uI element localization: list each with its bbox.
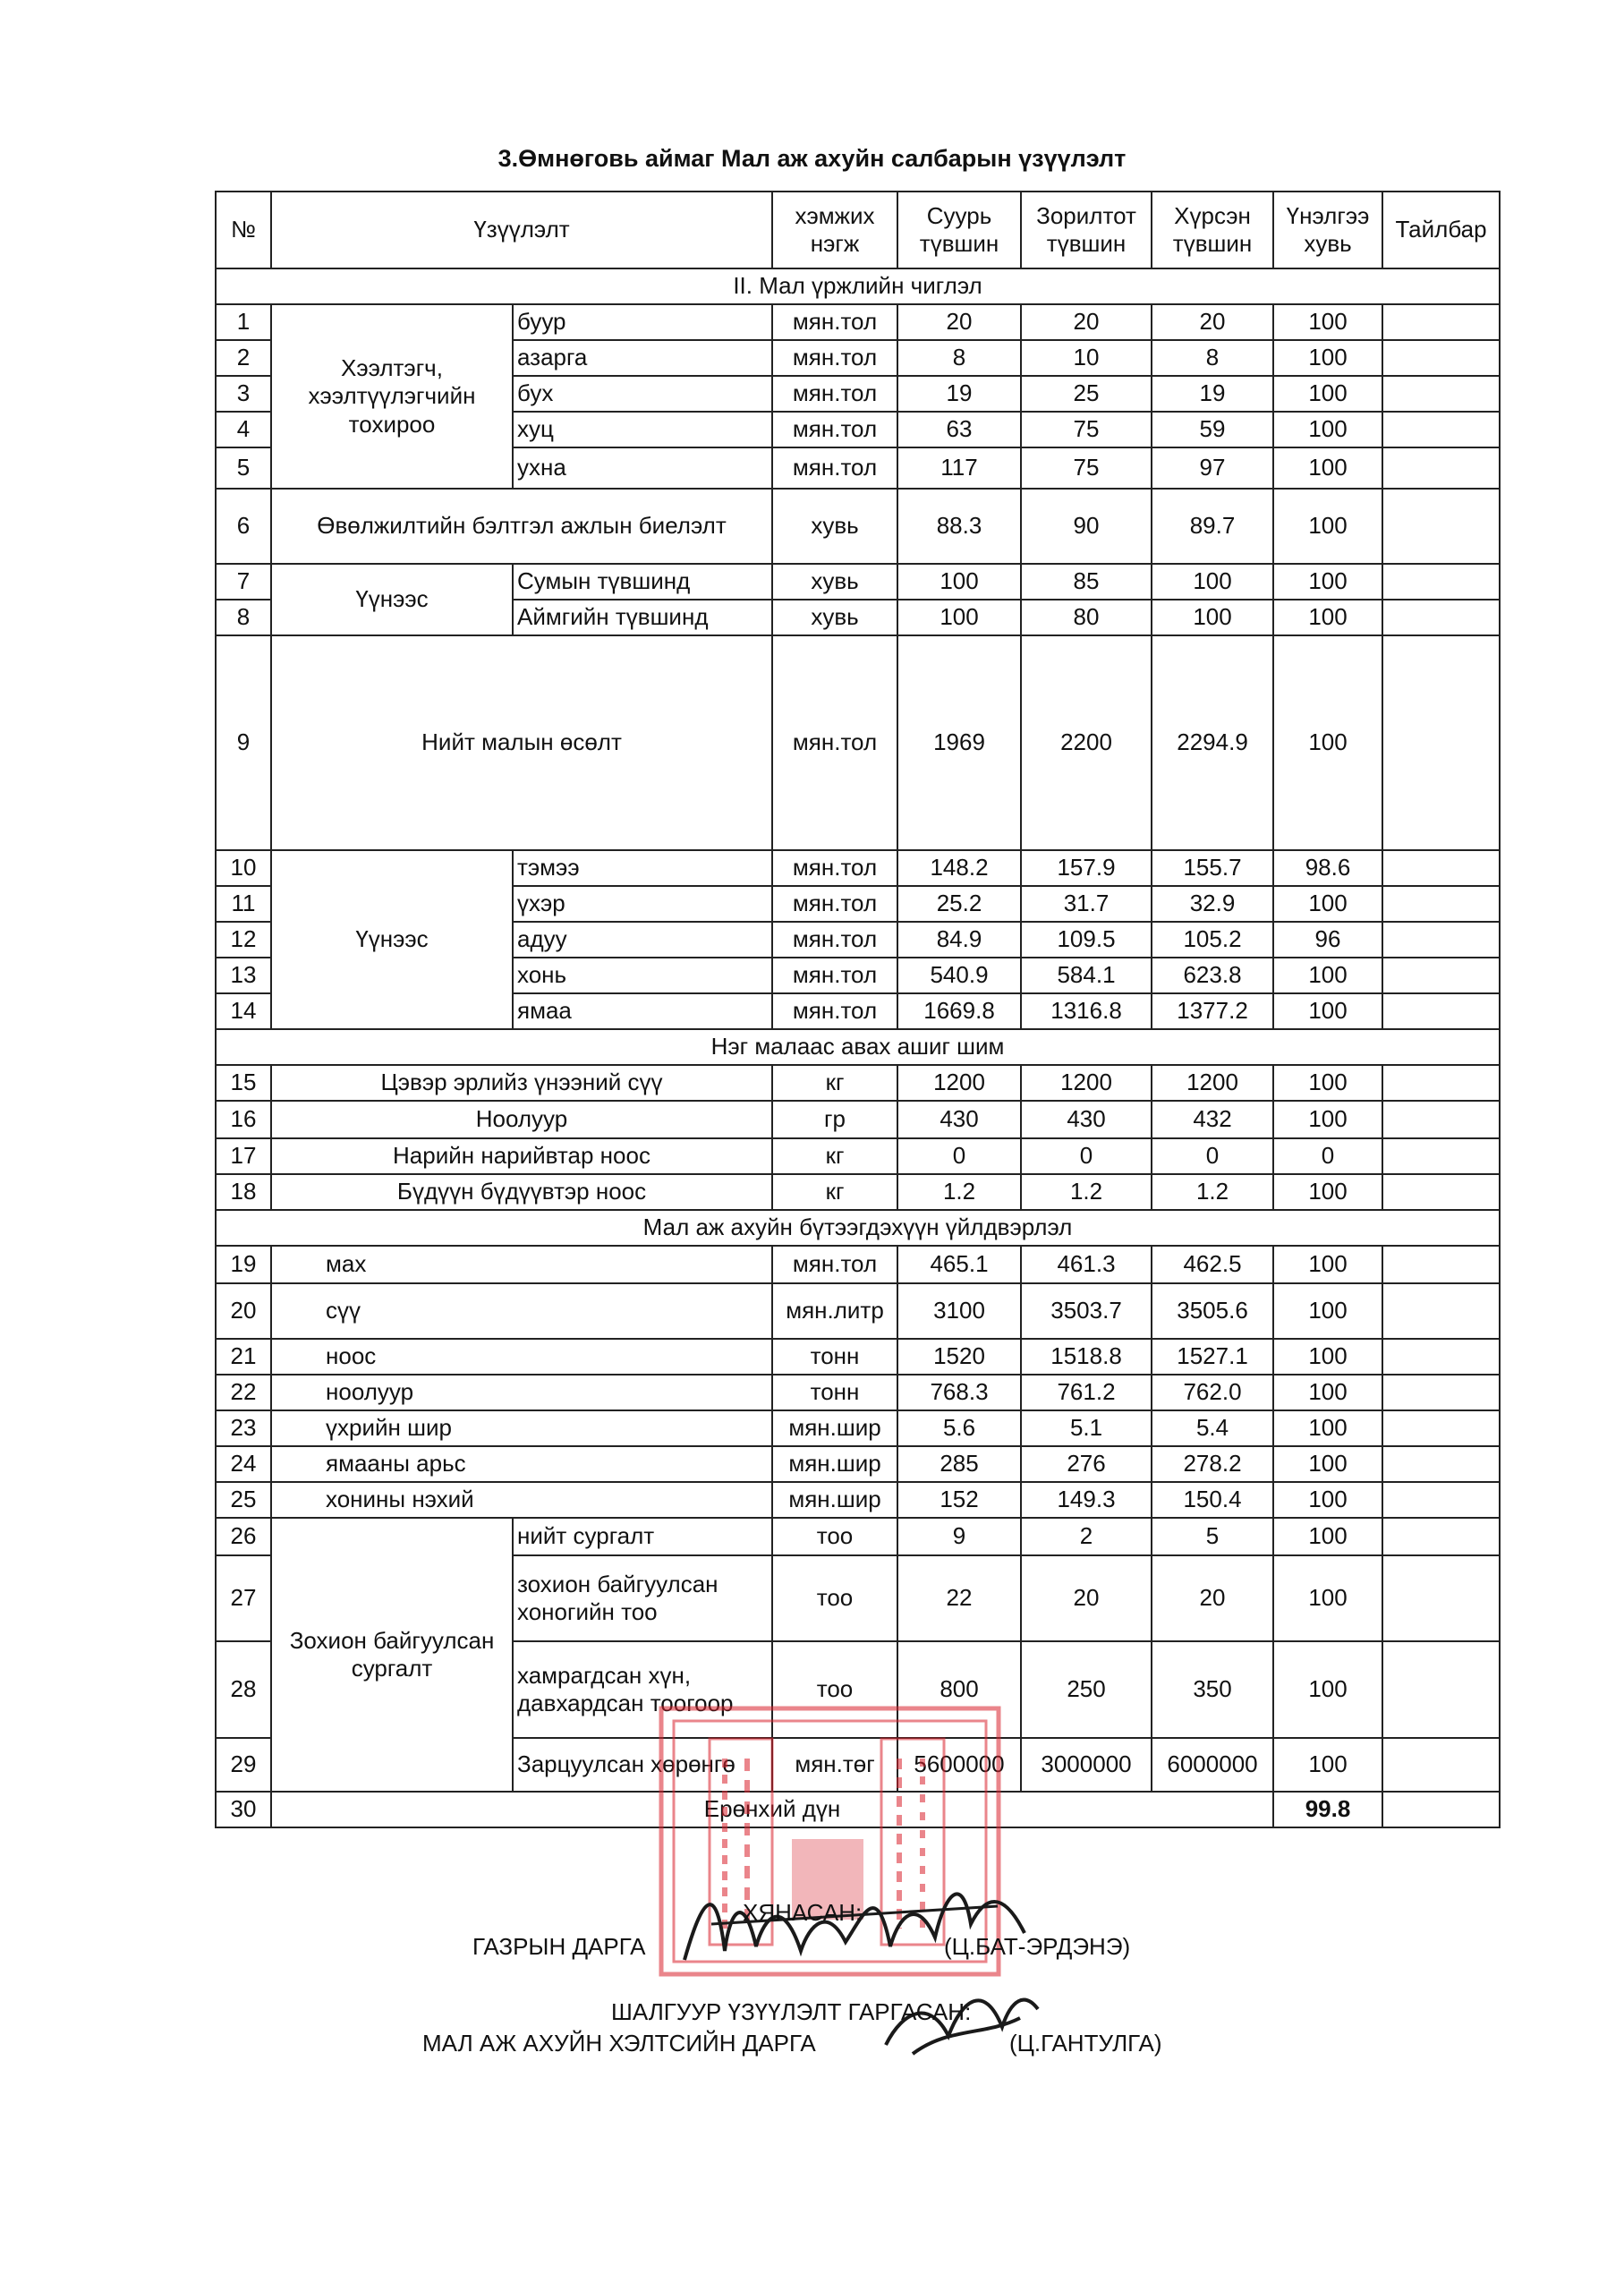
target-cell: 20	[1021, 304, 1152, 340]
score-cell: 100	[1273, 376, 1382, 412]
target-cell: 157.9	[1021, 850, 1152, 886]
unit-cell: кг	[772, 1174, 897, 1210]
target-cell: 25	[1021, 376, 1152, 412]
achieved-cell: 278.2	[1152, 1446, 1273, 1482]
note-cell	[1382, 1283, 1500, 1339]
header-base: Суурь түвшин	[897, 192, 1021, 268]
row-number: 18	[216, 1174, 271, 1210]
section-row	[216, 1029, 1500, 1065]
unit-cell: гр	[772, 1101, 897, 1138]
base-cell: 152	[897, 1482, 1021, 1518]
score-cell: 100	[1273, 340, 1382, 376]
score-cell: 100	[1273, 412, 1382, 447]
achieved-cell: 1377.2	[1152, 993, 1273, 1029]
base-cell: 465.1	[897, 1246, 1021, 1283]
table-row	[216, 1410, 1500, 1446]
unit-cell: мян.тол	[772, 886, 897, 922]
note-cell	[1382, 340, 1500, 376]
target-cell: 90	[1021, 489, 1152, 564]
note-cell	[1382, 1641, 1500, 1738]
row-number: 6	[216, 489, 271, 564]
row-number: 3	[216, 376, 271, 412]
score-cell: 100	[1273, 1065, 1382, 1101]
note-cell	[1382, 1555, 1500, 1641]
base-cell: 1969	[897, 635, 1021, 850]
achieved-cell: 432	[1152, 1101, 1273, 1138]
note-cell	[1382, 1518, 1500, 1555]
note-cell	[1382, 1792, 1500, 1827]
unit-cell: мян.шир	[772, 1410, 897, 1446]
target-cell: 1518.8	[1021, 1339, 1152, 1375]
header-note: Тайлбар	[1382, 192, 1500, 268]
row-label: үхрийн шир	[271, 1410, 772, 1446]
row-label: Ноолуур	[271, 1101, 772, 1138]
score-cell: 100	[1273, 1174, 1382, 1210]
row-label: Нарийн нарийвтар ноос	[271, 1138, 772, 1174]
note-cell	[1382, 1246, 1500, 1283]
note-cell	[1382, 1482, 1500, 1518]
row-label: мах	[271, 1246, 772, 1283]
score-cell: 100	[1273, 564, 1382, 600]
achieved-cell: 105.2	[1152, 922, 1273, 958]
unit-cell: кг	[772, 1138, 897, 1174]
target-cell: 10	[1021, 340, 1152, 376]
score-cell: 96	[1273, 922, 1382, 958]
row-number: 13	[216, 958, 271, 993]
note-cell	[1382, 412, 1500, 447]
row-label: адуу	[513, 922, 772, 958]
note-cell	[1382, 489, 1500, 564]
unit-cell: мян.литр	[772, 1283, 897, 1339]
achieved-cell: 1.2	[1152, 1174, 1273, 1210]
score-cell: 100	[1273, 1375, 1382, 1410]
row-label: Аймгийн түвшинд	[513, 600, 772, 635]
achieved-cell: 32.9	[1152, 886, 1273, 922]
group-label: Үүнээс	[271, 850, 513, 1029]
row-label: хонины нэхий	[271, 1482, 772, 1518]
base-cell: 800	[897, 1641, 1021, 1738]
unit-cell: мян.тол	[772, 993, 897, 1029]
unit-cell: тоо	[772, 1518, 897, 1555]
achieved-cell: 5	[1152, 1518, 1273, 1555]
row-label: хамрагдсан хүн, давхардсан тоогоор	[513, 1641, 772, 1738]
score-cell: 100	[1273, 1446, 1382, 1482]
target-cell: 1.2	[1021, 1174, 1152, 1210]
base-cell: 1200	[897, 1065, 1021, 1101]
row-label: үхэр	[513, 886, 772, 922]
target-cell: 75	[1021, 412, 1152, 447]
score-cell: 100	[1273, 1410, 1382, 1446]
note-cell	[1382, 886, 1500, 922]
score-cell: 100	[1273, 1518, 1382, 1555]
score-cell: 100	[1273, 1283, 1382, 1339]
row-number: 20	[216, 1283, 271, 1339]
unit-cell: мян.тол	[772, 958, 897, 993]
row-number: 2	[216, 340, 271, 376]
achieved-cell: 20	[1152, 1555, 1273, 1641]
achieved-cell: 762.0	[1152, 1375, 1273, 1410]
page-title: 3.Өмнөговь аймаг Мал аж ахуйн салбарын үзүүлэлт	[497, 145, 1127, 172]
section-breeding: II. Мал үржлийн чиглэл	[216, 268, 1500, 304]
header-score: Үнэлгээ хувь	[1273, 192, 1382, 268]
score-cell: 100	[1273, 489, 1382, 564]
row-number: 11	[216, 886, 271, 922]
achieved-cell: 59	[1152, 412, 1273, 447]
target-cell: 80	[1021, 600, 1152, 635]
base-cell: 63	[897, 412, 1021, 447]
table-row	[216, 1446, 1500, 1482]
note-cell	[1382, 1065, 1500, 1101]
total-label: Ерөнхий дүн	[271, 1792, 1273, 1827]
base-cell: 8	[897, 340, 1021, 376]
base-cell: 88.3	[897, 489, 1021, 564]
unit-cell: мян.тол	[772, 340, 897, 376]
unit-cell: кг	[772, 1065, 897, 1101]
achieved-cell: 3505.6	[1152, 1283, 1273, 1339]
row-number: 26	[216, 1518, 271, 1555]
achieved-cell: 20	[1152, 304, 1273, 340]
score-cell: 100	[1273, 1555, 1382, 1641]
achieved-cell: 1527.1	[1152, 1339, 1273, 1375]
achieved-cell: 2294.9	[1152, 635, 1273, 850]
score-cell: 100	[1273, 1641, 1382, 1738]
table-row	[216, 1518, 1500, 1555]
row-number: 29	[216, 1738, 271, 1792]
table-row	[216, 1792, 1500, 1827]
row-number: 10	[216, 850, 271, 886]
row-number: 25	[216, 1482, 271, 1518]
note-cell	[1382, 635, 1500, 850]
row-label: Бүдүүн бүдүүвтэр ноос	[271, 1174, 772, 1210]
group-label: Хээлтэгч, хээлтүүлэгчийн тохироо	[271, 304, 513, 489]
row-number: 14	[216, 993, 271, 1029]
header-target: Зорилтот түвшин	[1021, 192, 1152, 268]
base-cell: 540.9	[897, 958, 1021, 993]
row-number: 15	[216, 1065, 271, 1101]
row-label: хонь	[513, 958, 772, 993]
note-cell	[1382, 447, 1500, 489]
row-label: Зарцуулсан хөрөнгө	[513, 1738, 772, 1792]
score-cell: 100	[1273, 600, 1382, 635]
unit-cell: хувь	[772, 600, 897, 635]
row-label: ноос	[271, 1339, 772, 1375]
note-cell	[1382, 993, 1500, 1029]
row-number: 28	[216, 1641, 271, 1738]
note-cell	[1382, 1375, 1500, 1410]
row-number: 24	[216, 1446, 271, 1482]
table-row	[216, 1101, 1500, 1138]
achieved-cell: 19	[1152, 376, 1273, 412]
table-row	[216, 1246, 1500, 1283]
unit-cell: мян.тол	[772, 412, 897, 447]
note-cell	[1382, 304, 1500, 340]
section-row	[216, 1210, 1500, 1246]
achieved-cell: 150.4	[1152, 1482, 1273, 1518]
note-cell	[1382, 1138, 1500, 1174]
achieved-cell: 8	[1152, 340, 1273, 376]
base-cell: 768.3	[897, 1375, 1021, 1410]
base-cell: 1669.8	[897, 993, 1021, 1029]
achieved-cell: 100	[1152, 600, 1273, 635]
table-row	[216, 1482, 1500, 1518]
note-cell	[1382, 850, 1500, 886]
dept-title: МАЛ АЖ АХУЙН ХЭЛТСИЙН ДАРГА	[422, 2030, 816, 2057]
achieved-cell: 462.5	[1152, 1246, 1273, 1283]
score-cell: 100	[1273, 447, 1382, 489]
target-cell: 85	[1021, 564, 1152, 600]
header-unit: хэмжих нэгж	[772, 192, 897, 268]
row-number: 17	[216, 1138, 271, 1174]
row-number: 7	[216, 564, 271, 600]
base-cell: 1.2	[897, 1174, 1021, 1210]
row-number: 4	[216, 412, 271, 447]
unit-cell: мян.тол	[772, 304, 897, 340]
section-row	[216, 268, 1500, 304]
base-cell: 148.2	[897, 850, 1021, 886]
score-cell: 100	[1273, 1339, 1382, 1375]
unit-cell: мян.тол	[772, 850, 897, 886]
header-indicator: Үзүүлэлт	[271, 192, 772, 268]
score-cell: 100	[1273, 1101, 1382, 1138]
score-cell: 100	[1273, 1482, 1382, 1518]
target-cell: 149.3	[1021, 1482, 1152, 1518]
unit-cell: тоо	[772, 1641, 897, 1738]
target-cell: 2	[1021, 1518, 1152, 1555]
dept-name: (Ц.ГАНТУЛГА)	[1009, 2030, 1162, 2057]
header-row	[216, 192, 1500, 268]
base-cell: 25.2	[897, 886, 1021, 922]
prepared-label: ШАЛГУУР ҮЗҮҮЛЭЛТ ГАРГАСАН:	[611, 1998, 972, 2025]
target-cell: 584.1	[1021, 958, 1152, 993]
row-label: ямааны арьс	[271, 1446, 772, 1482]
row-number: 1	[216, 304, 271, 340]
achieved-cell: 89.7	[1152, 489, 1273, 564]
score-cell: 100	[1273, 958, 1382, 993]
table-row	[216, 564, 1500, 600]
achieved-cell: 6000000	[1152, 1738, 1273, 1792]
table-row	[216, 1174, 1500, 1210]
unit-cell: тонн	[772, 1375, 897, 1410]
note-cell	[1382, 1174, 1500, 1210]
reviewed-label: ХЯНАСАН:	[743, 1899, 863, 1926]
base-cell: 19	[897, 376, 1021, 412]
indicator-table	[215, 191, 1501, 1828]
row-label: Өвөлжилтийн бэлтгэл ажлын биелэлт	[271, 489, 772, 564]
target-cell: 2200	[1021, 635, 1152, 850]
row-label: буур	[513, 304, 772, 340]
score-cell: 100	[1273, 886, 1382, 922]
target-cell: 430	[1021, 1101, 1152, 1138]
group-label: Зохион байгуулсан сургалт	[271, 1518, 513, 1792]
section-yield: Нэг малаас авах ашиг шим	[216, 1029, 1500, 1065]
target-cell: 276	[1021, 1446, 1152, 1482]
score-cell: 100	[1273, 1738, 1382, 1792]
base-cell: 22	[897, 1555, 1021, 1641]
row-number: 12	[216, 922, 271, 958]
note-cell	[1382, 1738, 1500, 1792]
table-row	[216, 1283, 1500, 1339]
score-cell: 100	[1273, 1246, 1382, 1283]
head-name: (Ц.БАТ-ЭРДЭНЭ)	[944, 1933, 1131, 1960]
base-cell: 3100	[897, 1283, 1021, 1339]
target-cell: 1200	[1021, 1065, 1152, 1101]
achieved-cell: 623.8	[1152, 958, 1273, 993]
row-number: 8	[216, 600, 271, 635]
target-cell: 461.3	[1021, 1246, 1152, 1283]
base-cell: 1520	[897, 1339, 1021, 1375]
row-label: ноолуур	[271, 1375, 772, 1410]
group-label: Үүнээс	[271, 564, 513, 635]
target-cell: 31.7	[1021, 886, 1152, 922]
row-number: 22	[216, 1375, 271, 1410]
table-row	[216, 1138, 1500, 1174]
row-label: Цэвэр эрлийз үнээний сүү	[271, 1065, 772, 1101]
row-label: бух	[513, 376, 772, 412]
header-achieved: Хүрсэн түвшин	[1152, 192, 1273, 268]
note-cell	[1382, 922, 1500, 958]
target-cell: 109.5	[1021, 922, 1152, 958]
achieved-cell: 0	[1152, 1138, 1273, 1174]
base-cell: 100	[897, 564, 1021, 600]
row-number: 19	[216, 1246, 271, 1283]
row-label: Нийт малын өсөлт	[271, 635, 772, 850]
row-label: Сумын түвшинд	[513, 564, 772, 600]
note-cell	[1382, 1446, 1500, 1482]
base-cell: 430	[897, 1101, 1021, 1138]
score-cell: 0	[1273, 1138, 1382, 1174]
base-cell: 9	[897, 1518, 1021, 1555]
base-cell: 0	[897, 1138, 1021, 1174]
achieved-cell: 5.4	[1152, 1410, 1273, 1446]
unit-cell: хувь	[772, 489, 897, 564]
base-cell: 117	[897, 447, 1021, 489]
table-row	[216, 635, 1500, 850]
target-cell: 761.2	[1021, 1375, 1152, 1410]
achieved-cell: 100	[1152, 564, 1273, 600]
unit-cell: мян.тол	[772, 376, 897, 412]
unit-cell: мян.тол	[772, 635, 897, 850]
target-cell: 0	[1021, 1138, 1152, 1174]
row-label: сүү	[271, 1283, 772, 1339]
row-label: хуц	[513, 412, 772, 447]
target-cell: 3503.7	[1021, 1283, 1152, 1339]
row-label: нийт сургалт	[513, 1518, 772, 1555]
row-label: тэмээ	[513, 850, 772, 886]
achieved-cell: 97	[1152, 447, 1273, 489]
score-cell: 100	[1273, 304, 1382, 340]
header-no: №	[216, 192, 271, 268]
row-number: 5	[216, 447, 271, 489]
table-row	[216, 1375, 1500, 1410]
unit-cell: тонн	[772, 1339, 897, 1375]
target-cell: 5.1	[1021, 1410, 1152, 1446]
base-cell: 100	[897, 600, 1021, 635]
row-number: 23	[216, 1410, 271, 1446]
row-label: зохион байгуулсан хоногийн тоо	[513, 1555, 772, 1641]
section-production: Мал аж ахуйн бүтээгдэхүүн үйлдвэрлэл	[216, 1210, 1500, 1246]
score-cell: 100	[1273, 993, 1382, 1029]
target-cell: 1316.8	[1021, 993, 1152, 1029]
target-cell: 20	[1021, 1555, 1152, 1641]
base-cell: 5600000	[897, 1738, 1021, 1792]
note-cell	[1382, 958, 1500, 993]
unit-cell: мян.шир	[772, 1482, 897, 1518]
row-number: 16	[216, 1101, 271, 1138]
note-cell	[1382, 1101, 1500, 1138]
unit-cell: мян.шир	[772, 1446, 897, 1482]
row-number: 27	[216, 1555, 271, 1641]
table-row	[216, 850, 1500, 886]
table-row	[216, 304, 1500, 340]
base-cell: 285	[897, 1446, 1021, 1482]
unit-cell: мян.тол	[772, 922, 897, 958]
row-label: ухна	[513, 447, 772, 489]
table-row	[216, 1065, 1500, 1101]
note-cell	[1382, 564, 1500, 600]
note-cell	[1382, 1339, 1500, 1375]
unit-cell: мян.тол	[772, 447, 897, 489]
target-cell: 250	[1021, 1641, 1152, 1738]
table-row	[216, 1339, 1500, 1375]
unit-cell: мян.тол	[772, 1246, 897, 1283]
note-cell	[1382, 600, 1500, 635]
target-cell: 3000000	[1021, 1738, 1152, 1792]
total-score: 99.8	[1273, 1792, 1382, 1827]
achieved-cell: 155.7	[1152, 850, 1273, 886]
row-number: 21	[216, 1339, 271, 1375]
base-cell: 5.6	[897, 1410, 1021, 1446]
unit-cell: тоо	[772, 1555, 897, 1641]
achieved-cell: 350	[1152, 1641, 1273, 1738]
row-number: 9	[216, 635, 271, 850]
base-cell: 84.9	[897, 922, 1021, 958]
unit-cell: хувь	[772, 564, 897, 600]
row-label: ямаа	[513, 993, 772, 1029]
table-row	[216, 489, 1500, 564]
unit-cell: мян.төг	[772, 1738, 897, 1792]
note-cell	[1382, 376, 1500, 412]
target-cell: 75	[1021, 447, 1152, 489]
head-title: ГАЗРЫН ДАРГА	[472, 1933, 646, 1960]
row-label: азарга	[513, 340, 772, 376]
score-cell: 98.6	[1273, 850, 1382, 886]
achieved-cell: 1200	[1152, 1065, 1273, 1101]
row-number: 30	[216, 1792, 271, 1827]
score-cell: 100	[1273, 635, 1382, 850]
note-cell	[1382, 1410, 1500, 1446]
base-cell: 20	[897, 304, 1021, 340]
